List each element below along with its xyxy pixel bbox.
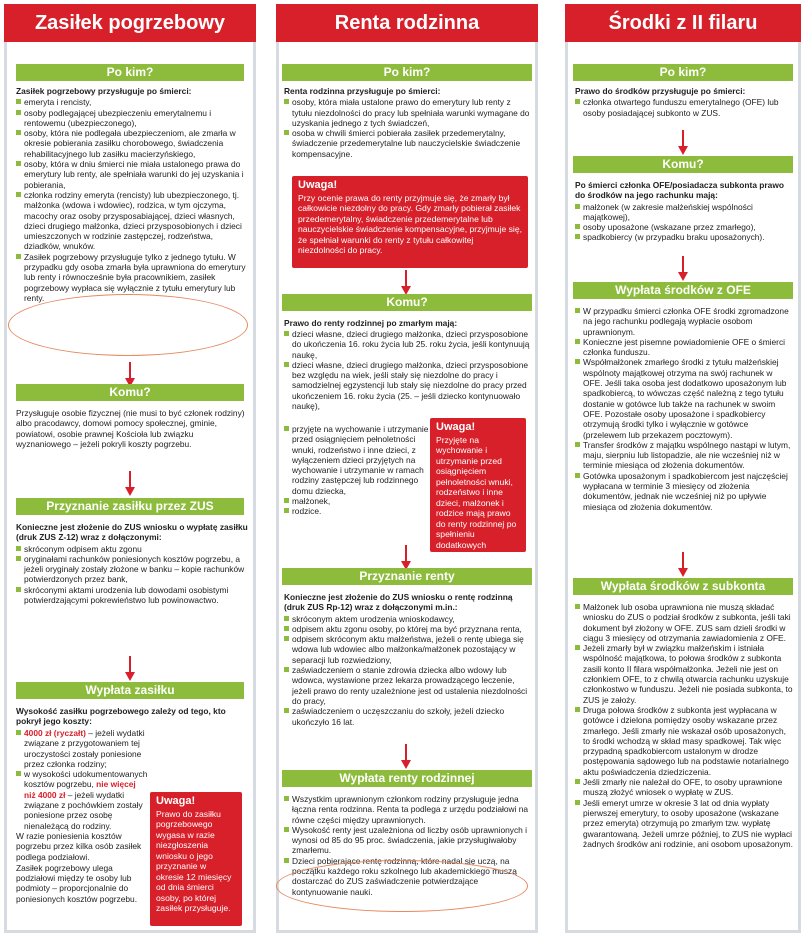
list-item-text: – jeżeli wydatki związane z przygotowaniem tej uroczystości zostały poniesione przez członka rodziny; [24,728,145,769]
komu-block-a [284,329,530,411]
list-item: odpisem skróconym aktu małżeństwa, jeżeli o rentę ubiega się wdowa lub wdowiec albo małżonka/małżonek pozostający w separacji lub rozwiedziony, [284,634,530,665]
list-item: osoby, która miała ustalone prawo do emerytury lub renty z tytułu niezdolności do pracy lub spełniała warunki wymagane do uzyskania jednego z tych świadczeń, [284,97,530,128]
section-heading-przyznanie: Przyznanie renty [282,568,532,585]
list-item: skróconym aktem urodzenia wnioskodawcy, [284,614,530,624]
wyplata-block [16,728,148,905]
list-item-text: – jeżeli wydatki związane z pochówkiem zostały poniesione przez osobę nienależącą do rodziny. [24,789,143,831]
list-item [16,728,148,769]
list-item: Małżonek lub osoba uprawniona nie muszą składać wniosku do ZUS o podział środków z subkonta, jeśli taki dokument był złożony w OFE. ZUS sam dzieli środki w ciągu 3 miesięcy od otrzymania zawiadomienia z OFE. [575,602,793,643]
list-item: oryginałami rachunków poniesionych kosztów pogrzebu, a jeżeli oryginały zostały złożone w banku – kopie rachunków potwierdzonych przez bank, [16,554,248,585]
po-kim-list [284,97,530,159]
uwaga-title: Uwaga! [156,795,196,807]
komu-list-a [284,329,530,411]
list-item: skróconym odpisem aktu zgonu [16,544,248,554]
list-item: odpisem aktu zgonu osoby, po której ma być przyznana renta, [284,624,530,634]
section-heading-wyplata: Wypłata renty rodzinnej [282,770,532,787]
highlight-circle [276,860,528,912]
amount-highlight: nie więcej niż 4000 zł [24,779,136,800]
column-title: Środki z II filaru [565,4,801,42]
list-item: małżonek, [284,496,434,506]
przyznanie-list [16,544,248,606]
column-zasilek-pogrzebowy [4,4,256,933]
list-item: członka rodziny emeryta (rencisty) lub ubezpieczonego, tj. małżonka (wdowa i wdowiec), rodzica, w tym ojczyma, macochy oraz osoby przysposabiającej, dzieci własnych, dzieci drugiego małżonka, dzieci przysposobionych i dzieci umieszczonych w rodzinie zastępczej, rodzeństwa, dziadków, wnuków. [16,190,248,252]
po-kim-block [575,86,793,118]
po-kim-lead: Renta rodzinna przysługuje po śmierci: [284,86,441,96]
section-heading-wyplata-ofe: Wypłata środków z OFE [573,282,793,299]
komu-block-b [284,424,434,517]
section-heading-po-kim: Po kim? [282,64,532,81]
list-item: zaświadczeniem o stanie zdrowia dziecka albo wdowy lub wdowca, wystawione przez lekarza prowadzącego leczenie, jeżeli prawo do renty uzależnione jest od ustalenia niezdolności do pracy, [284,665,530,706]
list-item: przyjęte na wychowanie i utrzymanie przed osiągnięciem pełnoletności wnuki, rodzeństwo i inne dzieci, z wyłączeniem dzieci przyjętych na wychowanie i utrzymanie w ramach rodziny zastępczej lub rodzinnego domu dziecka, [284,424,434,496]
list-item: Współmałżonek zmarłego środki z tytułu małżeńskiej wspólnoty majątkowej otrzyma na swój rachunek w OFE. Jeśli taka osoba jest dodatkowo uposażonym lub spadkobiercą, to wówczas część należną z tego tytułu dostanie w gotówce lub także na rachunek w swoim OFE. Pozostałe osoby uposażone i spadkobiercy otrzymują środki tylko i wyłącznie w gotówce (przelewem lub przekazem pocztowym). [575,357,793,439]
wyplata-lead-block [16,706,248,728]
arrow-down-icon [125,471,135,497]
komu-block [16,408,248,450]
section-heading-komu: Komu? [573,156,793,173]
wyplata-lead: Wysokość zasiłku pogrzebowego zależy od tego, kto pokrył jego koszty: [16,706,226,727]
po-kim-list [16,97,248,303]
list-item: osoba w chwili śmierci pobierała zasiłek przedemerytalny, świadczenie przedemerytalne lub nauczycielskie świadczenie kompensacyjne. [284,128,530,159]
section-heading-komu: Komu? [16,384,244,401]
arrow-down-icon [125,656,135,682]
uwaga-box [150,792,242,926]
komu-block [575,180,793,243]
list-item: Zasiłek pogrzebowy przysługuje tylko z jednego tytułu. W przypadku gdy osoba zmarła była uprawniona do emerytury lub renty i równocześnie była pracownikiem, zasiłek pogrzebowy wypłaca się wyłącznie z tytułu emerytury lub renty. [16,252,248,303]
column-title: Renta rodzinna [276,4,538,42]
uwaga-text: Prawo do zasiłku pogrzebowego wygasa w razie niezgłoszenia wniosku o jego przyznanie w okresie 12 miesięcy od dnia śmierci osoby, po której zasiłek przysługuje. [156,808,232,913]
column-srodki-ii-filaru [565,4,801,933]
list-item: Wszystkim uprawnionym członkom rodziny przysługuje jedna łączna renta rodzinna. Renta ta podlega z urzędu podziałowi na równe części między uprawnionych. [284,794,530,825]
list-item: Dzieci pobierające rentę rodzinną, które nadal się uczą, na początku każdego roku szkolnego lub akademickiego muszą dostarczać do ZUS zaświadczenie potwierdzające kontynuowanie nauki. [284,856,530,897]
komu-lead: Po śmierci członka OFE/posiadacza subkonta prawo do środków na jego rachunku mają: [575,180,784,201]
list-item: osoby, która w dniu śmierci nie miała ustalonego prawa do emerytury lub renty, ale spełniała warunki do jej uzyskania i pobierania, [16,159,248,190]
uwaga-title: Uwaga! [436,421,476,433]
uwaga-title: Uwaga! [298,179,338,191]
przyznanie-block [16,522,248,605]
komu-text: Przysługuje osobie fizycznej (nie musi to być członek rodziny) albo pracodawcy, domowi pomocy społecznej, gminie, powiatowi, osobie prawnej Kościoła lub związku wyznaniowego – jeżeli pokryli koszty pogrzebu. [16,408,245,449]
komu-list-b [284,424,434,517]
list-item: rodzice. [284,506,434,516]
section-heading-po-kim: Po kim? [573,64,793,81]
przyznanie-list [284,614,530,727]
section-heading-wyplata-subkonta: Wypłata środków z subkonta [573,578,793,595]
list-item: osoby, która nie podlegała ubezpieczeniom, ale zmarła w okresie pobierania zasiłku chorobowego, świadczenia rehabilitacyjnego lub zasiłku macierzyńskiego, [16,128,248,159]
list-item: W przypadku śmierci członka OFE środki zgromadzone na jego rachunku podlegają wypłacie osobom uprawnionym. [575,306,793,337]
list-item [16,769,148,831]
list-item: dzieci własne, dzieci drugiego małżonka, dzieci przysposobione do ukończenia 16. roku życia lub 25. roku życia, jeśli kontynuują naukę, [284,329,530,360]
list-item: osoby uposażone (wskazane przez zmarłego), [575,222,793,232]
list-item: Jeśli zmarły nie należał do OFE, to osoby uprawnione muszą złożyć wniosek o wypłatę w ZUS. [575,777,793,798]
ofe-block [575,306,793,512]
arrow-down-icon [401,270,411,296]
uwaga-text: Przyjęte na wychowanie i utrzymanie przed osiągnięciem pełnoletności wnuki, rodzeństwo i inne dzieci, małżonek i rodzice mają prawo do renty rodzinnej po spełnieniu dodatkowych warunków. [436,434,517,560]
uwaga-box [430,418,526,560]
po-kim-list [575,97,793,118]
arrow-down-icon [678,256,688,282]
column-title: Zasiłek pogrzebowy [4,4,256,42]
list-item: Wysokość renty jest uzależniona od liczby osób uprawnionych i wynosi od 85 do 95 proc. świadczenia, jakie przysługiwałoby zmarłemu. [284,825,530,856]
arrow-down-icon [678,130,688,156]
przyznanie-lead: Konieczne jest złożenie do ZUS wniosku o rentę rodzinną (druk ZUS Rp-12) wraz z dołączonymi m.in.: [284,592,513,613]
list-item: Jeśli emeryt umrze w okresie 3 lat od dnia wypłaty pierwszej emerytury, to osoby uposażone (wskazane przez emeryta) otrzymują po zmarłym tzw. wypłatę gwarantowaną. Jeżeli umrze później, to ZUS nie wypłaci żadnych środków ani rodzinie, ani osobom uposażonym. [575,798,793,849]
list-item: Gotówka uposażonym i spadkobiercom jest najczęściej wypłacana w terminie 3 miesięcy od złożenia dokumentów, jednak nie wcześniej niż po upływie miesiąca od złożenia dokumentów. [575,471,793,512]
list-item: Konieczne jest pisemne powiadomienie OFE o śmierci członka funduszu. [575,337,793,358]
subkonto-block [575,602,793,849]
arrow-down-icon [678,552,688,578]
uwaga-box [292,176,528,268]
przyznanie-block [284,592,530,727]
section-heading-po-kim: Po kim? [16,64,244,81]
po-kim-block [16,86,248,303]
wyplata-para: Zasiłek pogrzebowy ulega podziałowi między te osoby lub podmioty – proporcjonalnie do poniesionych kosztów pogrzebu. [16,862,138,904]
przyznanie-lead: Konieczne jest złożenie do ZUS wniosku o wypłatę zasiłku (druk ZUS Z-12) wraz z dołączonymi: [16,522,248,543]
list-item-text: w wysokości udokumentowanych kosztów pogrzebu, [24,769,148,790]
list-item: Druga połowa środków z subkonta jest wypłacana w gotówce i dzielona pomiędzy osoby wskazane przez zmarłego. Jeśli zmarły nie wskazał osób uposażonych, to środki wchodzą w skład masy spadkowej. Tak więc przypadną spadkobiercom ustalonym w drodze postępowania sądowego lub na podstawie notarialnego aktu poświadczenia dziedziczenia. [575,705,793,777]
po-kim-block [284,86,530,159]
list-item: członka otwartego funduszu emerytalnego (OFE) lub osoby posiadającej subkonto w ZUS. [575,97,793,118]
ofe-list [575,306,793,512]
subkonto-list [575,602,793,849]
komu-lead-block [284,318,530,329]
amount-highlight: 4000 zł (ryczałt) [24,728,86,738]
section-heading-przyznanie: Przyznanie zasiłku przez ZUS [16,498,244,515]
po-kim-lead: Prawo do środków przysługuje po śmierci: [575,86,746,96]
wyplata-list [16,728,148,831]
list-item: dzieci własne, dzieci drugiego małżonka, dzieci przysposobione bez względu na wiek, jeśli stały się niezdolne do pracy i samodzielnej egzystencji lub stały się niezdolne do pracy przed ukończeniem 16. roku życia (25. – jeśli dziecko kontynuowało naukę), [284,360,530,411]
list-item: skróconymi aktami urodzenia lub dowodami osobistymi potwierdzającymi pokrewieństwo lub powinowactwo. [16,585,248,606]
section-heading-wyplata: Wypłata zasiłku [16,682,244,699]
wyplata-para: W razie poniesienia kosztów pogrzebu przez kilka osób zasiłek podlega podziałowi. [16,830,142,862]
section-heading-komu: Komu? [282,294,532,311]
arrow-down-icon [401,744,411,770]
po-kim-lead: Zasiłek pogrzebowy przysługuje po śmierci: [16,86,192,96]
list-item: zaświadczeniem o uczęszczaniu do szkoły, jeżeli dziecko ukończyło 16 lat. [284,706,530,727]
column-renta-rodzinna [276,4,538,933]
uwaga-text: Przy ocenie prawa do renty przyjmuje się, że zmarły był całkowicie niezdolny do pracy. Gdy zmarły pobierał zasiłek przedemerytalny, świadczenie przedemerytalne lub nauczycielskie świadczenie kompensacyjne, przyjmuje się, że spełniał warunki do renty z tytułu całkowitej niezdolności do pracy. [298,192,523,255]
list-item: małżonek (w zakresie małżeńskiej wspólności majątkowej), [575,202,793,223]
komu-list [575,202,793,243]
list-item: Transfer środków z majątku wspólnego nastąpi w lutym, maju, sierpniu lub listopadzie, ale nie wcześniej niż w terminie miesiąca od złożenia dokumentów. [575,440,793,471]
list-item: emeryta i rencisty, [16,97,248,107]
list-item: Jeżeli zmarły był w związku małżeńskim i istniała wspólność majątkowa, to połowa środków z subkonta zasili konto II filara współmałżonka. Jeżeli nie jest on członkiem OFE, to z chwilą otwarcia rachunku uzyskuje członkostwo w funduszu. Jeżeli nie posiada subkonta, to ZUS je założy. [575,643,793,705]
list-item: spadkobiercy (w przypadku braku uposażonych). [575,232,793,242]
list-item: osoby podlegającej ubezpieczeniu emerytalnemu i rentowemu (ubezpieczonego), [16,108,248,129]
komu-lead: Prawo do renty rodzinnej po zmarłym mają: [284,318,458,328]
highlight-circle [8,294,248,356]
